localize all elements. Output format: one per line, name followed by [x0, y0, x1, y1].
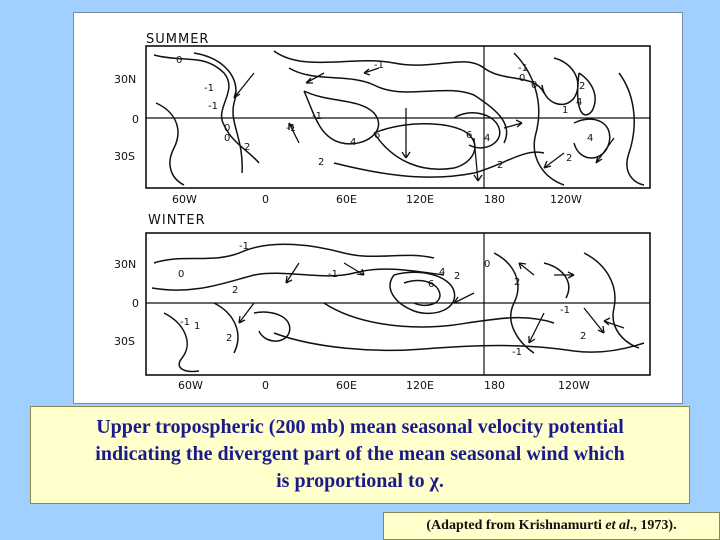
summer-wind-arrow — [402, 108, 410, 158]
winter-contour — [390, 272, 455, 313]
summer-contour — [374, 124, 475, 169]
winter-lon-label: 60W — [178, 379, 203, 392]
citation-etal: et al — [605, 518, 630, 533]
citation-prefix: (Adapted from Krishnamurti — [426, 518, 606, 533]
winter-lon-label: 120W — [558, 379, 590, 392]
summer-lon-label: 0 — [262, 193, 269, 206]
winter-wind-arrow — [239, 303, 254, 323]
winter-contour-value: 4 — [439, 267, 446, 278]
summer-contour-value: -1 — [374, 60, 384, 71]
winter-contour — [214, 303, 238, 353]
winter-contour-value: -1 — [560, 305, 570, 316]
summer-contour — [619, 73, 644, 185]
winter-contour-value: -1 — [512, 347, 522, 358]
summer-contour-value: 0 — [519, 73, 526, 84]
caption-line: is proportional to χ. — [276, 470, 444, 492]
summer-contour-value: 0 — [176, 55, 183, 66]
winter-lat-label: 30S — [114, 335, 135, 348]
winter-lon-label: 60E — [336, 379, 357, 392]
summer-contour-value: 4 — [576, 97, 583, 108]
summer-wind-arrow — [596, 138, 614, 163]
winter-contour-value: 1 — [194, 321, 201, 332]
winter-contour-value: 2 — [226, 333, 233, 344]
map-svg — [74, 13, 682, 403]
summer-contour-value: 0 — [531, 80, 538, 91]
summer-contour — [156, 103, 184, 185]
winter-contour — [274, 333, 644, 352]
winter-contour-value: 2 — [580, 331, 587, 342]
summer-wind-arrow — [504, 120, 522, 128]
winter-contour-value: 2 — [514, 277, 521, 288]
summer-lat-label: 0 — [132, 113, 139, 126]
winter-lon-label: 180 — [484, 379, 505, 392]
summer-contour-value: 2 — [566, 153, 573, 164]
winter-contour-value: -1 — [328, 269, 338, 280]
summer-contour-value: 2 — [579, 81, 586, 92]
winter-contour-value: -1 — [180, 317, 190, 328]
summer-contour-value: 2 — [497, 160, 504, 171]
summer-contour — [578, 73, 595, 115]
summer-contour-value: 4 — [350, 137, 357, 148]
summer-wind-arrow — [234, 73, 254, 98]
summer-lat-label: 30N — [114, 73, 137, 86]
winter-map-frame — [146, 233, 650, 375]
winter-contour-value: 0 — [484, 259, 491, 270]
figure-caption — [30, 406, 690, 504]
winter-contour — [154, 244, 434, 263]
summer-contour-value: 2 — [318, 157, 325, 168]
summer-wind-arrow — [474, 138, 482, 181]
summer-lon-label: 120E — [406, 193, 434, 206]
summer-contour-value: 6 — [466, 130, 473, 141]
winter-contour-value: 2 — [454, 271, 461, 282]
summer-contour — [334, 152, 544, 177]
summer-contour-value: 0 — [224, 123, 231, 134]
winter-wind-arrow — [584, 308, 604, 333]
winter-wind-arrow — [454, 293, 474, 303]
summer-contour — [542, 58, 578, 104]
summer-contour-value: -1 — [208, 101, 218, 112]
caption-line: Upper tropospheric (200 mb) mean seasonal velocity potential — [96, 416, 624, 438]
summer-contour-value: 6 — [374, 130, 381, 141]
summer-contour — [194, 53, 242, 173]
velocity-potential-figure — [73, 12, 683, 404]
summer-wind-arrow — [544, 153, 564, 168]
winter-contour — [584, 253, 639, 348]
winter-lat-label: 0 — [132, 297, 139, 310]
winter-wind-arrow — [529, 313, 544, 343]
summer-contour-value: -1 — [286, 123, 296, 134]
summer-contour — [274, 51, 544, 93]
summer-contour-value: -1 — [204, 83, 214, 94]
summer-contour-value: 4 — [587, 133, 594, 144]
winter-contour — [544, 263, 569, 298]
summer-lon-label: 120W — [550, 193, 582, 206]
winter-panel — [114, 213, 650, 392]
winter-contour-value: 0 — [178, 269, 185, 280]
winter-contour — [152, 269, 444, 290]
winter-wind-arrow — [554, 272, 574, 278]
citation-suffix: ., 1973). — [629, 518, 677, 533]
source-citation — [383, 512, 720, 540]
winter-contour-value: 6 — [428, 279, 435, 290]
winter-lon-label: 120E — [406, 379, 434, 392]
summer-panel — [114, 32, 650, 206]
winter-contour — [404, 281, 440, 306]
summer-contour-value: 4 — [484, 133, 491, 144]
winter-lon-label: 0 — [262, 379, 269, 392]
winter-wind-arrow — [519, 263, 534, 275]
summer-contour-value: 1 — [562, 105, 569, 116]
summer-lon-label: 60W — [172, 193, 197, 206]
caption-line: indicating the divergent part of the mean seasonal wind which — [95, 443, 625, 465]
summer-contour-value: -1 — [518, 63, 528, 74]
summer-lon-label: 60E — [336, 193, 357, 206]
summer-lon-label: 180 — [484, 193, 505, 206]
summer-contour-value: 2 — [244, 142, 251, 153]
summer-contour — [289, 68, 507, 143]
winter-title: WINTER — [148, 213, 206, 228]
winter-contour-value: -1 — [239, 241, 249, 252]
summer-title: SUMMER — [146, 32, 210, 47]
summer-lat-label: 30S — [114, 150, 135, 163]
summer-contour-value: -1 — [312, 111, 322, 122]
summer-contour-value: 0 — [224, 133, 231, 144]
winter-contour — [324, 303, 554, 327]
winter-wind-arrow — [286, 263, 299, 283]
winter-lat-label: 30N — [114, 258, 137, 271]
winter-contour-value: 2 — [232, 285, 239, 296]
